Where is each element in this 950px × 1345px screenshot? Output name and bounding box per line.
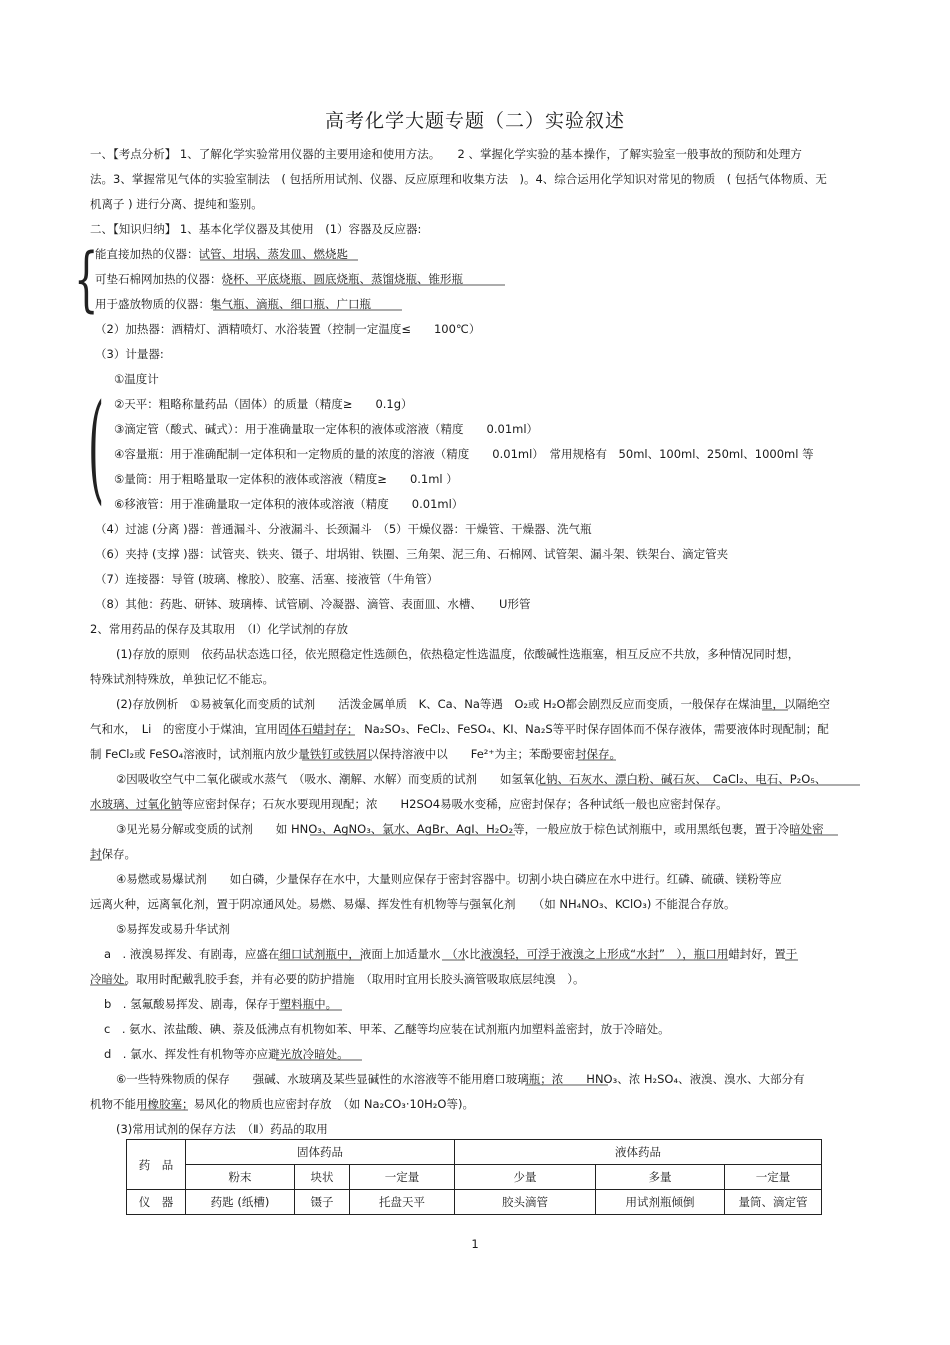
text-line: c . 氨水、浓盐酸、碘、萘及低沸点有机物如苯、甲苯、乙醚等均应装在试剂瓶内加塑料盖密封，放于冷暗处。 <box>104 1022 670 1036</box>
text-line: ②因吸收空气中二氧化碳或水蒸气 （吸水、潮解、水解）而变质的试剂 如氢氧化钠、石灰水、漂白粉、碱石灰、 CaCl₂、电石、P₂O₅、 <box>116 772 827 786</box>
text-line: 封保存。 <box>90 847 136 861</box>
text-line: 法。3、掌握常见气体的实验室制法 ( 包括所用试剂、仪器、反应原理和收集方法 )。4、综合运用化学知识对常见的物质 ( 包括气体物质、无 <box>90 172 827 186</box>
text-line: (2)存放例析 ①易被氧化而变质的试剂 活泼金属单质 K、Ca、Na等遇 O₂或 H₂O都会剧烈反应而变质，一般保存在煤油里，以隔绝空 <box>116 697 830 711</box>
text-line: ③滴定管（酸式、碱式）：用于准确量取一定体积的液体或溶液（精度 0.01ml） <box>114 422 539 436</box>
text-line: 二、【知识归纳】 1、基本化学仪器及其使用 (1）容器及反应器: <box>90 222 422 236</box>
text-line: 特殊试剂特殊放，单独记忆不能忘。 <box>90 672 274 686</box>
left-brace-measures: ( <box>88 378 105 516</box>
text-line: （6）夹持 (支撑 )器：试管夹、铁夹、镊子、坩埚钳、铁圈、三角架、泥三角、石棉网、试管架、漏斗架、铁架台、滴定管夹 <box>95 547 729 561</box>
page-number: 1 <box>471 1237 479 1251</box>
page-title: 高考化学大题专题（二）实验叙述 <box>324 110 625 132</box>
left-brace-containers: { <box>74 238 99 320</box>
text-line: ②天平：粗略称量药品（固体）的质量（精度≥ 0.1g） <box>114 397 413 411</box>
table-col-powder: 粉末 <box>186 1165 295 1190</box>
text-line: （3）计量器: <box>95 347 164 361</box>
reagent-table <box>126 1139 822 1215</box>
table-cell: 托盘天平 <box>350 1190 455 1215</box>
text-line: 可垫石棉网加热的仪器：烧杯、平底烧瓶、圆底烧瓶、蒸馏烧瓶、锥形瓶 <box>95 272 463 286</box>
text-line: ④容量瓶：用于准确配制一定体积和一定物质的量的浓度的溶液（精度 0.01ml） 常用规格有 50ml、100ml、250ml、1000ml 等 <box>114 447 814 461</box>
text-line: （7）连接器：导管 (玻璃、橡胶）、胶塞、活塞、接液管（牛角管） <box>95 572 439 586</box>
text-line: 能直接加热的仪器：试管、坩埚、蒸发皿、燃烧匙 <box>95 247 348 261</box>
text-line: (3)常用试剂的保存方法 （Ⅱ）药品的取用 <box>116 1122 328 1136</box>
table-col-lump: 块状 <box>295 1165 350 1190</box>
table-cell: 量筒、滴定管 <box>725 1190 822 1215</box>
table-head-tool: 仪 器 <box>127 1190 186 1215</box>
table-cell: 用试剂瓶倾倒 <box>596 1190 725 1215</box>
text-line: ③见光易分解或变质的试剂 如 HNO₃、AgNO₃、氯水、AgBr、AgI、H₂O₂等，一般应放于棕色试剂瓶中，或用黑纸包裹，置于冷暗处密 <box>116 822 824 836</box>
text-line: 气和水， Li 的密度小于煤油，宜用固体石蜡封存； Na₂SO₃、FeCl₂、FeSO₄、KI、Na₂S等平时保存固体而不保存液体，需要液体时现配制；配 <box>90 722 829 736</box>
text-line: （4）过滤 (分离 )器：普通漏斗、分液漏斗、长颈漏斗 （5）干燥仪器：干燥管、干燥器、洗气瓶 <box>95 522 592 536</box>
table-group-solid: 固体药品 <box>186 1140 455 1165</box>
table-head-drug: 药 品 <box>127 1140 186 1190</box>
table-col-solid-amount: 一定量 <box>350 1165 455 1190</box>
table-col-large: 多量 <box>596 1165 725 1190</box>
text-line: （8）其他：药匙、研钵、玻璃棒、试管刷、冷凝器、滴管、表面皿、水槽、 U形管 <box>95 597 531 611</box>
table-cell: 胶头滴管 <box>455 1190 596 1215</box>
text-line: 用于盛放物质的仪器：集气瓶、滴瓶、细口瓶、广口瓶 <box>95 297 371 311</box>
text-line: ⑥移液管：用于准确量取一定体积的液体或溶液（精度 0.01ml） <box>114 497 464 511</box>
text-line: 制 FeCl₂或 FeSO₄溶液时，试剂瓶内放少量铁钉或铁屑以保持溶液中以 Fe²⁺为主；苯酚要密封保存。 <box>90 747 621 761</box>
text-line: 远离火种，远离氧化剂，置于阴凉通风处。易燃、易爆、挥发性有机物等与强氧化剂 （如 NH₄NO₃、KClO₃) 不能混合存放。 <box>90 897 736 911</box>
text-line: 冷暗处。取用时配戴乳胶手套，并有必要的防护措施 （取用时宜用长胶头滴管吸取底层纯溴 ）。 <box>90 972 585 986</box>
table-col-small: 少量 <box>455 1165 596 1190</box>
text-line: (1)存放的原则 依药品状态选口径，依光照稳定性选颜色，依热稳定性选温度，依酸碱性选瓶塞，相互反应不共放，多种情况同时想， <box>116 647 800 661</box>
text-line: 水玻璃、过氧化钠等应密封保存；石灰水要现用现配；浓 H2SO4易吸水变稀，应密封保存；各种试纸一般也应密封保存。 <box>90 797 728 811</box>
table-col-liquid-amount: 一定量 <box>725 1165 822 1190</box>
table-cell: 药匙 (纸槽) <box>186 1190 295 1215</box>
text-line: d . 氯水、挥发性有机物等亦应避光放冷暗处。 <box>104 1047 349 1061</box>
text-line: 2、常用药品的保存及其取用 （Ⅰ）化学试剂的存放 <box>90 622 348 636</box>
text-line: 机离子 ) 进行分离、提纯和鉴别。 <box>90 197 263 211</box>
table-cell: 镊子 <box>295 1190 350 1215</box>
table-group-liquid: 液体药品 <box>455 1140 822 1165</box>
text-line: b . 氢氟酸易挥发、剧毒，保存于塑料瓶中。 <box>104 997 338 1011</box>
text-line: ⑥一些特殊物质的保存 强碱、水玻璃及某些显碱性的水溶液等不能用磨口玻璃瓶；浓 HNO₃、浓 H₂SO₄、液溴、溴水、大部分有 <box>116 1072 805 1086</box>
text-line: ⑤易挥发或易升华试剂 <box>116 922 230 936</box>
text-line: 机物不能用橡胶塞；易风化的物质也应密封存放 （如 Na₂CO₃·10H₂O等)。 <box>90 1097 474 1111</box>
text-line: 一、【考点分析】 1、了解化学实验常用仪器的主要用途和使用方法。 2 、掌握化学实验的基本操作，了解实验室一般事故的预防和处理方 <box>90 147 802 161</box>
text-line: ①温度计 <box>114 372 159 386</box>
text-line: （2）加热器：酒精灯、酒精喷灯、水浴装置（控制一定温度≤ 100℃） <box>95 322 481 336</box>
text-line: a . 液溴易挥发、有剧毒，应盛在细口试剂瓶中，液面上加适量水 （水比液溴轻，可浮于液溴之上形成“水封” ），瓶口用蜡封好，置于 <box>104 947 798 961</box>
text-line: ⑤量筒：用于粗略量取一定体积的液体或溶液（精度≥ 0.1ml ） <box>114 472 458 486</box>
text-line: ④易燃或易爆试剂 如白磷，少量保存在水中，大量则应保存于密封容器中。切割小块白磷应在水中进行。红磷、硫磺、镁粉等应 <box>116 872 782 886</box>
